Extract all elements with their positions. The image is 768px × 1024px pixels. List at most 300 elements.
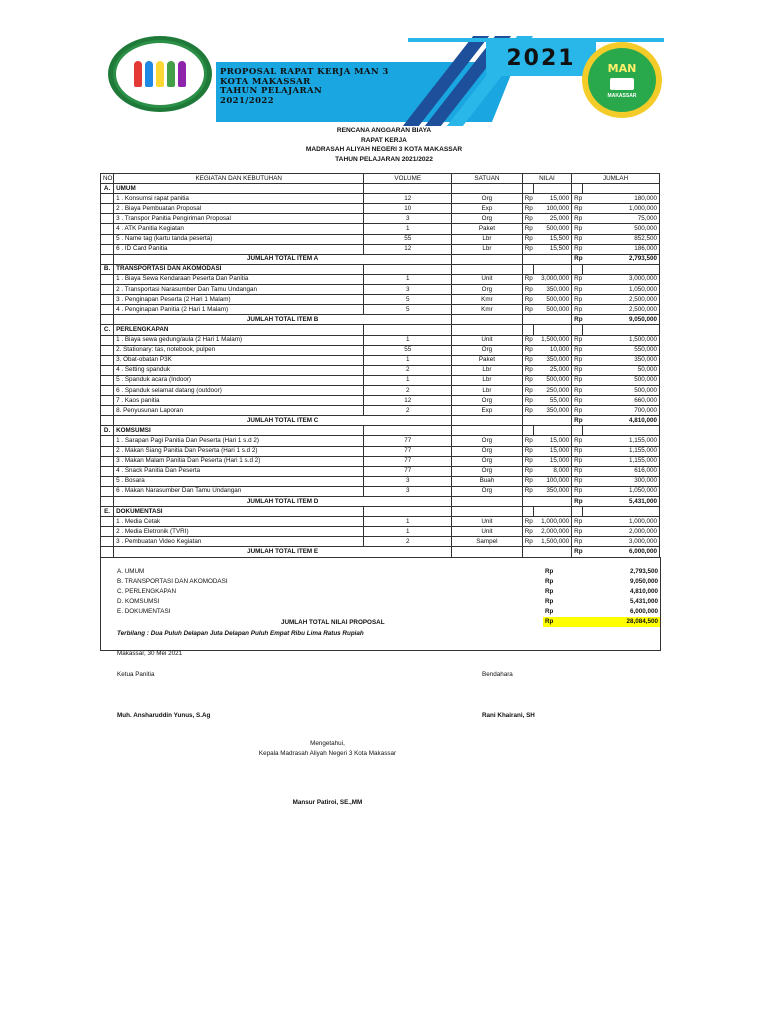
item-description: 3 . Transpor Panitia Pengiriman Proposal — [114, 214, 364, 224]
empty-cell — [522, 315, 533, 325]
item-amount: 2,000,000 — [583, 527, 660, 537]
item-unit: Buah — [452, 476, 523, 486]
item-unit-price: 500,000 — [533, 295, 571, 305]
currency-label: Rp — [572, 517, 583, 527]
currency-label: Rp — [522, 517, 533, 527]
item-description: 1 . Biaya sewa gedung/aula (2 Hari 1 Malam) — [114, 335, 364, 345]
section-total-label: JUMLAH TOTAL ITEM B — [114, 315, 452, 325]
item-description: 2 . Transportasi Narasumber Dan Tamu Undangan — [114, 285, 364, 295]
currency-label: Rp — [522, 244, 533, 254]
grand-total-value: 28,084,500 — [626, 618, 658, 625]
currency-label: Rp — [572, 244, 583, 254]
currency-label: Rp — [522, 204, 533, 214]
item-description: 2 . Makan Siang Panitia Dan Peserta (Hari 1 s.d 2) — [114, 446, 364, 456]
section-name: KOMSUMSI — [114, 426, 364, 436]
item-description: 5 . Bosara — [114, 476, 364, 486]
currency-label: Rp — [522, 476, 533, 486]
empty-cell — [101, 517, 114, 527]
banner-title-line: KOTA MAKASSAR — [220, 76, 311, 87]
item-unit: Org — [452, 194, 523, 204]
item-volume: 55 — [364, 234, 452, 244]
table-row — [101, 285, 660, 295]
item-unit: Lbr — [452, 375, 523, 385]
empty-cell — [452, 547, 523, 557]
heading-line: TAHUN PELAJARAN 2021/2022 — [335, 155, 433, 163]
empty-cell — [452, 315, 523, 325]
table-row — [101, 406, 660, 416]
item-volume: 2 — [364, 365, 452, 375]
empty-cell — [101, 345, 114, 355]
book-icon — [610, 78, 634, 90]
empty-cell — [452, 325, 523, 335]
item-unit: Lbr — [452, 365, 523, 375]
empty-cell — [101, 436, 114, 446]
item-description: 1 . Media Cetak — [114, 517, 364, 527]
currency-label: Rp — [572, 527, 583, 537]
empty-cell — [533, 497, 571, 507]
item-unit: Exp — [452, 204, 523, 214]
item-unit: Org — [452, 285, 523, 295]
item-volume: 12 — [364, 194, 452, 204]
section-name: DOKUMENTASI — [114, 507, 364, 517]
item-volume: 77 — [364, 436, 452, 446]
item-amount: 1,155,000 — [583, 446, 660, 456]
item-unit: Org — [452, 456, 523, 466]
budget-table-body — [101, 184, 660, 557]
empty-cell — [101, 456, 114, 466]
table-row — [101, 234, 660, 244]
right-signer-role: Bendahara — [482, 671, 513, 678]
section-row — [101, 325, 660, 335]
empty-cell — [572, 325, 583, 335]
section-total-row — [101, 547, 660, 557]
empty-cell — [533, 184, 571, 194]
item-amount: 180,000 — [583, 194, 660, 204]
item-amount: 616,000 — [583, 466, 660, 476]
empty-cell — [101, 285, 114, 295]
col-header-nilai: NILAI — [522, 174, 571, 184]
currency-label: Rp — [572, 274, 583, 284]
item-description: 3. Obat-obatan P3K — [114, 355, 364, 365]
currency-label: Rp — [572, 416, 583, 426]
summary-label: C. PERLENGKAPAN — [117, 588, 177, 595]
item-amount: 1,155,000 — [583, 436, 660, 446]
empty-cell — [533, 264, 571, 274]
item-unit-price: 1,500,000 — [533, 335, 571, 345]
empty-cell — [364, 426, 452, 436]
empty-cell — [101, 466, 114, 476]
table-row — [101, 224, 660, 234]
table-row — [101, 204, 660, 214]
currency-label: Rp — [572, 446, 583, 456]
committee-logo — [108, 36, 212, 112]
item-unit-price: 3,000,000 — [533, 274, 571, 284]
item-amount: 1,500,000 — [583, 335, 660, 345]
item-unit: Org — [452, 214, 523, 224]
right-signer-name: Rani Khairani, SH — [482, 712, 535, 719]
currency-label: Rp — [522, 537, 533, 547]
item-amount: 550,000 — [583, 345, 660, 355]
header-banner — [108, 28, 664, 122]
item-unit-price: 15,500 — [533, 244, 571, 254]
currency-label: Rp — [522, 285, 533, 295]
item-unit-price: 350,000 — [533, 486, 571, 496]
item-volume: 1 — [364, 375, 452, 385]
table-row — [101, 517, 660, 527]
item-unit-price: 350,000 — [533, 355, 571, 365]
table-row — [101, 244, 660, 254]
empty-cell — [572, 184, 583, 194]
empty-cell — [101, 406, 114, 416]
head-role: Kepala Madrasah Aliyah Negeri 3 Kota Makassar — [258, 750, 397, 757]
currency-label: Rp — [572, 406, 583, 416]
section-row — [101, 507, 660, 517]
item-unit-price: 1,500,000 — [533, 537, 571, 547]
summary-value: 5,431,000 — [629, 598, 658, 605]
empty-cell — [522, 264, 533, 274]
item-amount: 1,000,000 — [583, 204, 660, 214]
table-row — [101, 385, 660, 395]
currency-label: Rp — [522, 365, 533, 375]
item-unit: Paket — [452, 355, 523, 365]
currency-label: Rp — [572, 224, 583, 234]
currency-label: Rp — [572, 396, 583, 406]
empty-cell — [101, 527, 114, 537]
empty-cell — [533, 547, 571, 557]
item-description: 3 . Makan Malam Panitia Dan Peserta (Hari 1 s.d 2) — [114, 456, 364, 466]
item-unit-price: 350,000 — [533, 285, 571, 295]
item-volume: 77 — [364, 446, 452, 456]
empty-cell — [522, 416, 533, 426]
item-amount: 3,000,000 — [583, 274, 660, 284]
currency-label: Rp — [572, 305, 583, 315]
item-volume: 3 — [364, 214, 452, 224]
item-amount: 186,000 — [583, 244, 660, 254]
currency-label: Rp — [522, 295, 533, 305]
item-unit: Kmr — [452, 305, 523, 315]
empty-cell — [533, 426, 571, 436]
table-row — [101, 456, 660, 466]
empty-cell — [522, 507, 533, 517]
item-unit: Unit — [452, 274, 523, 284]
section-row — [101, 264, 660, 274]
table-row — [101, 214, 660, 224]
currency-label: Rp — [522, 486, 533, 496]
banner-title-line: TAHUN PELAJARAN — [220, 86, 323, 96]
currency-label: Rp — [572, 375, 583, 385]
empty-cell — [101, 214, 114, 224]
table-row — [101, 345, 660, 355]
section-total-label: JUMLAH TOTAL ITEM E — [114, 547, 452, 557]
amount-in-words: Terbilang : Dua Puluh Delapan Juta Delapan Puluh Empat Ribu Lima Ratus Rupiah — [117, 630, 364, 637]
item-volume: 5 — [364, 305, 452, 315]
banner-title-line: 2021/2022 — [220, 95, 275, 106]
table-row — [101, 295, 660, 305]
currency-label: Rp — [572, 355, 583, 365]
section-total-label: JUMLAH TOTAL ITEM A — [114, 254, 452, 264]
item-volume: 77 — [364, 456, 452, 466]
heading-line: RENCANA ANGGARAN BIAYA — [336, 127, 432, 134]
item-volume: 1 — [364, 224, 452, 234]
empty-cell — [101, 194, 114, 204]
table-row — [101, 466, 660, 476]
heading-line: RAPAT KERJA — [361, 136, 407, 144]
section-row — [101, 184, 660, 194]
table-row — [101, 537, 660, 547]
currency-label: Rp — [522, 396, 533, 406]
empty-cell — [533, 416, 571, 426]
currency-label: Rp — [522, 406, 533, 416]
item-unit-price: 15,500 — [533, 234, 571, 244]
col-header-no: NO — [101, 174, 114, 184]
section-code: B. — [101, 264, 114, 274]
section-code: D. — [101, 426, 114, 436]
section-total-value: 5,431,000 — [583, 497, 660, 507]
item-volume: 2 — [364, 406, 452, 416]
currency-label: Rp — [572, 385, 583, 395]
item-unit-price: 15,000 — [533, 456, 571, 466]
currency-label: Rp — [522, 385, 533, 395]
currency-label: Rp — [522, 224, 533, 234]
currency-label: Rp — [572, 295, 583, 305]
item-unit-price: 350,000 — [533, 406, 571, 416]
summary-value: 6,000,000 — [629, 608, 658, 615]
empty-cell — [101, 446, 114, 456]
empty-cell — [583, 507, 660, 517]
empty-cell — [572, 507, 583, 517]
empty-cell — [583, 184, 660, 194]
currency-label: Rp — [572, 497, 583, 507]
currency-label: Rp — [522, 274, 533, 284]
section-name: PERLENGKAPAN — [114, 325, 364, 335]
left-signer-role: Ketua Panitia — [117, 671, 155, 678]
currency-label: Rp — [572, 537, 583, 547]
item-unit-price: 55,000 — [533, 396, 571, 406]
item-volume: 2 — [364, 537, 452, 547]
empty-cell — [101, 416, 114, 426]
item-volume: 3 — [364, 476, 452, 486]
table-row — [101, 274, 660, 284]
place-date: Makassar, 30 Mei 2021 — [117, 650, 183, 657]
figure-icon — [167, 61, 175, 87]
table-row — [101, 335, 660, 345]
currency-label: Rp — [572, 214, 583, 224]
item-unit-price: 15,000 — [533, 436, 571, 446]
empty-cell — [101, 385, 114, 395]
section-total-row — [101, 416, 660, 426]
currency-label: Rp — [522, 527, 533, 537]
item-amount: 1,050,000 — [583, 285, 660, 295]
currency-label: Rp — [522, 194, 533, 204]
table-row — [101, 375, 660, 385]
col-header-kegiatan: KEGIATAN DAN KEBUTUHAN — [114, 174, 364, 184]
committee-logo-figures — [113, 40, 207, 108]
section-code: A. — [101, 184, 114, 194]
empty-cell — [583, 325, 660, 335]
item-unit: Lbr — [452, 244, 523, 254]
currency-label: Rp — [522, 335, 533, 345]
section-total-value: 2,793,500 — [583, 254, 660, 264]
banner-title — [220, 68, 440, 106]
summary-label: A. UMUM — [117, 568, 145, 575]
item-amount: 3,000,000 — [583, 537, 660, 547]
section-total-label: JUMLAH TOTAL ITEM D — [114, 497, 452, 507]
item-amount: 500,000 — [583, 385, 660, 395]
currency-label: Rp — [522, 446, 533, 456]
summary-value: 2,793,500 — [629, 568, 658, 575]
item-volume: 10 — [364, 204, 452, 214]
item-unit-price: 100,000 — [533, 204, 571, 214]
currency-label: Rp — [572, 204, 583, 214]
grand-total-label: JUMLAH TOTAL NILAI PROPOSAL — [281, 619, 385, 626]
item-volume: 2 — [364, 385, 452, 395]
item-unit-price: 250,000 — [533, 385, 571, 395]
empty-cell — [522, 184, 533, 194]
currency-label: Rp — [572, 254, 583, 264]
item-description: 1 . Biaya Sewa Kendaraan Peserta Dan Panitia — [114, 274, 364, 284]
currency-label: Rp — [522, 305, 533, 315]
item-description: 3 . Pembuatan Video Kegiatan — [114, 537, 364, 547]
table-row — [101, 305, 660, 315]
section-total-value: 9,050,000 — [583, 315, 660, 325]
empty-cell — [522, 497, 533, 507]
currency-label: Rp — [572, 547, 583, 557]
item-unit-price: 100,000 — [533, 476, 571, 486]
empty-cell — [101, 476, 114, 486]
item-volume: 1 — [364, 517, 452, 527]
empty-cell — [101, 547, 114, 557]
item-amount: 852,500 — [583, 234, 660, 244]
empty-cell — [101, 396, 114, 406]
item-description: 2 . Media Eletronik (TVRI) — [114, 527, 364, 537]
currency-label: Rp — [572, 466, 583, 476]
item-volume: 1 — [364, 355, 452, 365]
empty-cell — [522, 254, 533, 264]
item-unit-price: 25,000 — [533, 365, 571, 375]
currency-label: Rp — [522, 345, 533, 355]
table-header-row — [101, 174, 660, 184]
empty-cell — [101, 355, 114, 365]
item-amount: 500,000 — [583, 224, 660, 234]
item-description: 5 . Spanduk acara (Indoor) — [114, 375, 364, 385]
item-amount: 700,000 — [583, 406, 660, 416]
item-unit-price: 500,000 — [533, 305, 571, 315]
budget-table — [100, 173, 660, 558]
man-logo-text: MAN — [607, 61, 637, 75]
empty-cell — [101, 254, 114, 264]
section-total-row — [101, 315, 660, 325]
section-total-value: 4,810,000 — [583, 416, 660, 426]
heading-line: MADRASAH ALIYAH NEGERI 3 KOTA MAKASSAR — [305, 146, 463, 154]
currency-label: Rp — [545, 578, 554, 585]
item-volume: 3 — [364, 285, 452, 295]
table-row — [101, 194, 660, 204]
acknowledged-label: Mengetahui, — [310, 740, 345, 747]
item-unit: Exp — [452, 406, 523, 416]
item-volume: 5 — [364, 295, 452, 305]
table-row — [101, 355, 660, 365]
item-unit: Unit — [452, 335, 523, 345]
currency-label: Rp — [522, 456, 533, 466]
empty-cell — [101, 497, 114, 507]
empty-cell — [522, 426, 533, 436]
empty-cell — [533, 315, 571, 325]
man-logo — [582, 42, 662, 118]
empty-cell — [452, 184, 523, 194]
item-description: 3 . Penginapan Peserta (2 Hari 1 Malam) — [114, 295, 364, 305]
empty-cell — [101, 244, 114, 254]
item-description: 4 . Penginapan Panitia (2 Hari 1 Malam) — [114, 305, 364, 315]
table-row — [101, 436, 660, 446]
empty-cell — [101, 486, 114, 496]
item-unit-price: 8,000 — [533, 466, 571, 476]
currency-label: Rp — [522, 234, 533, 244]
item-volume: 12 — [364, 244, 452, 254]
section-total-label: JUMLAH TOTAL ITEM C — [114, 416, 452, 426]
section-row — [101, 426, 660, 436]
empty-cell — [533, 325, 571, 335]
currency-label: Rp — [572, 365, 583, 375]
summary-value: 9,050,000 — [629, 578, 658, 585]
item-unit: Lbr — [452, 385, 523, 395]
table-row — [101, 396, 660, 406]
currency-label: Rp — [522, 355, 533, 365]
item-amount: 1,000,000 — [583, 517, 660, 527]
item-amount: 2,500,000 — [583, 295, 660, 305]
empty-cell — [101, 335, 114, 345]
item-volume: 77 — [364, 466, 452, 476]
item-amount: 660,000 — [583, 396, 660, 406]
section-code: C. — [101, 325, 114, 335]
empty-cell — [583, 426, 660, 436]
item-unit: Org — [452, 446, 523, 456]
section-name: UMUM — [114, 184, 364, 194]
empty-cell — [101, 537, 114, 547]
figure-icon — [134, 61, 142, 87]
left-signer-name: Muh. Ansharuddin Yunus, S.Ag — [117, 712, 211, 719]
item-unit-price: 500,000 — [533, 375, 571, 385]
empty-cell — [452, 254, 523, 264]
currency-label: Rp — [545, 608, 554, 615]
item-volume: 1 — [364, 335, 452, 345]
section-total-row — [101, 497, 660, 507]
item-volume: 1 — [364, 274, 452, 284]
empty-cell — [101, 295, 114, 305]
col-header-satuan: SATUAN — [452, 174, 523, 184]
item-unit-price: 1,000,000 — [533, 517, 571, 527]
item-volume: 55 — [364, 345, 452, 355]
currency-label: Rp — [522, 466, 533, 476]
currency-label: Rp — [572, 345, 583, 355]
summary-value: 4,810,000 — [629, 588, 658, 595]
item-unit: Kmr — [452, 295, 523, 305]
table-row — [101, 446, 660, 456]
currency-label: Rp — [545, 588, 554, 595]
item-description: 1 . Sarapan Pagi Panitia Dan Peserta (Hari 1 s.d 2) — [114, 436, 364, 446]
item-unit-price: 25,000 — [533, 214, 571, 224]
banner-title-line: PROPOSAL RAPAT KERJA MAN 3 — [220, 67, 389, 77]
empty-cell — [583, 264, 660, 274]
empty-cell — [101, 204, 114, 214]
empty-cell — [101, 234, 114, 244]
item-description: 6 . Makan Narasumber Dan Tamu Undangan — [114, 486, 364, 496]
figure-icon — [145, 61, 153, 87]
item-description: 5 . Name tag (kartu tanda peserta) — [114, 234, 364, 244]
item-amount: 50,000 — [583, 365, 660, 375]
empty-cell — [572, 426, 583, 436]
item-amount: 75,000 — [583, 214, 660, 224]
summary-block — [100, 557, 661, 651]
